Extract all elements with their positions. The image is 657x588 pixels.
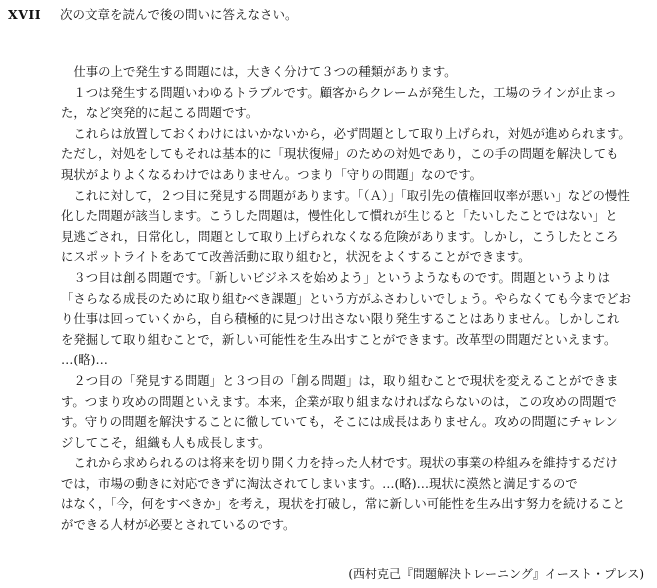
passage-line: 現状がよりよくなるわけではありません。つまり「守りの問題」なのです。 <box>61 166 483 182</box>
passage-line: 化した問題が該当します。こうした問題は，慢性化して慣れが生じると「たいしたことではない」と <box>61 208 618 224</box>
passage-line: ができる人材が必要とされているのです。 <box>61 517 296 533</box>
source-citation: (西村克己『問題解決トレーニング』イースト・プレス) <box>348 567 644 581</box>
question-instruction: 次の文章を読んで後の問いに答えなさい。 <box>60 7 298 22</box>
passage-line: 見逃ごされ，日常化し，問題として取り上げられなくなる危険があります。しかし，こうしたところ <box>61 228 619 244</box>
omission-mark: …(略)… <box>61 352 108 368</box>
passage-line: ２つ目の「発見する問題」と３つ目の「創る問題」は，取り組むことで現状を変えることができま <box>61 372 619 388</box>
question-number: XVII <box>8 7 42 22</box>
question-header <box>8 6 648 24</box>
passage-line: ３つ目は創る問題です。「新しいビジネスを始めよう」というようなものです。問題というよりは <box>61 269 611 285</box>
passage-line: た，など突発的に起こる問題です。 <box>61 105 259 121</box>
passage <box>61 62 641 536</box>
passage-line: ただし，対処をしてもそれは基本的に「現状復帰」のための対処であり，この手の問題を解決しても <box>61 146 619 162</box>
passage-line: り仕事は回っていくから，自ら積極的に見つけ出さない限り発生することはありません。しかしこれ <box>61 311 620 327</box>
passage-line: ジしてこそ，組織も人も成長します。 <box>61 434 271 450</box>
passage-line: す。守りの問題を解決することに徹していても，そこには成長はありません。攻めの問題にチャレン <box>61 414 618 430</box>
passage-line: 仕事の上で発生する問題には，大きく分けて３つの種類があります。 <box>61 64 457 79</box>
passage-line: 「さらなる成長のために取り組むべき課題」という方がふさわしいでしょう。やらなくても今までどお <box>61 290 631 306</box>
passage-line: １つは発生する問題いわゆるトラブルです。顧客からクレームが発生した，工場のラインが止まっ <box>61 84 617 100</box>
passage-line: を発掘して取り組むことで，新しい可能性を生み出すことができます。改革型の問題だといえます。 <box>61 331 617 347</box>
passage-line: これらは放置しておくわけにはいかないから，必ず問題として取り上げられ，対処が進められます。 <box>61 125 631 141</box>
passage-line: これから求められるのは将来を切り開く力を持った人材です。現状の事業の枠組みを維持するだけ <box>61 455 618 471</box>
passage-line: にスポットライトをあてて改善活動に取り組むと，状況をよくすることができます。 <box>61 249 531 265</box>
passage-line: す。つまり攻めの問題といえます。本来，企業が取り組まなければならないのは，この攻めの問題で <box>61 393 617 409</box>
passage-line: では，市場の動きに対応できずに淘汰されてしまいます。…(略)…現状に漠然と満足するので <box>61 475 578 491</box>
passage-line: はなく，「今，何をすべきか」を考え，現状を打破し，常に新しい可能性を生み出す努力を続けること <box>61 496 626 512</box>
passage-line: これに対して，２つ目に発見する問題があります。「（Ａ）」「取引先の債権回収率が悪い」などの慢性 <box>61 187 630 203</box>
